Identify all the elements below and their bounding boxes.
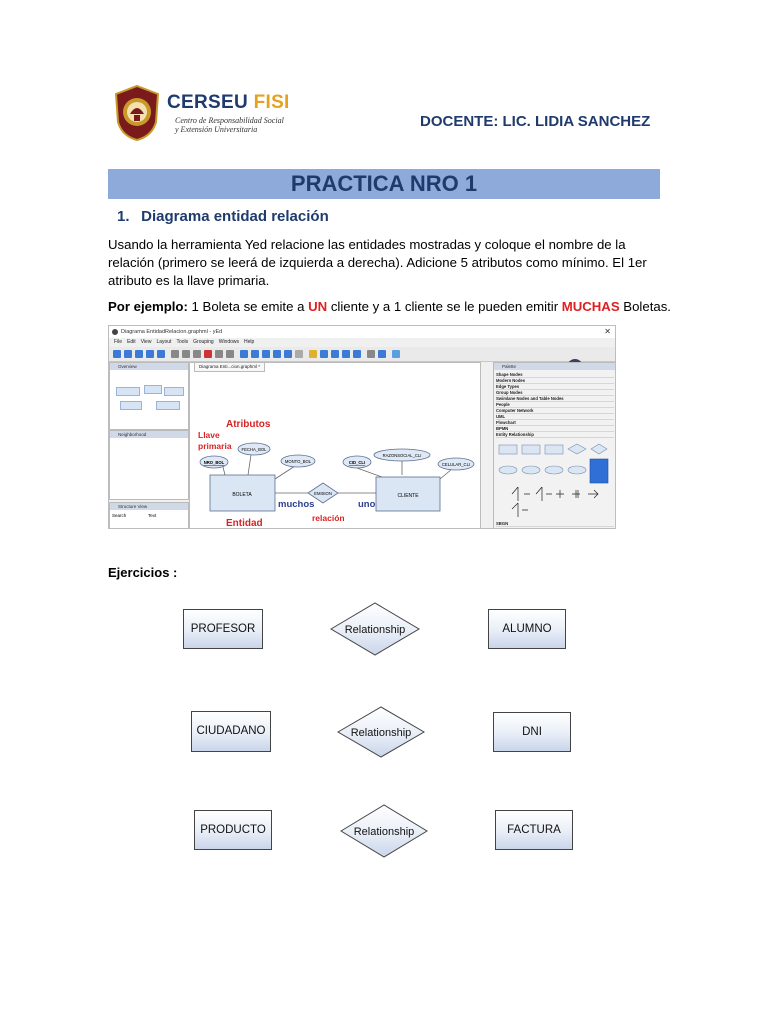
- menu-layout: Layout: [156, 339, 172, 345]
- teacher-name: DOCENTE: LIC. LIDIA SANCHEZ: [420, 113, 651, 130]
- attribute-label: MONTO_BOL: [284, 459, 312, 464]
- overview-node: [144, 385, 162, 394]
- structure-pane-title: Structure View: [110, 503, 188, 510]
- annotation-entidad: Entidad: [226, 518, 263, 529]
- palette-section: People: [496, 402, 614, 408]
- overview-pane: [109, 362, 189, 430]
- save-icon: [135, 350, 143, 358]
- yed-window-title: Diagrama EntidadRelacion.graphml - yEd: [121, 329, 223, 335]
- relationship-label: EMISION: [314, 491, 332, 496]
- new-icon: [113, 350, 121, 358]
- palette-section: BPMN: [496, 426, 614, 432]
- menu-file: File: [114, 339, 123, 345]
- connector-line: [357, 468, 382, 477]
- relationship-label-3: Relationship: [353, 826, 415, 838]
- overview-node: [164, 387, 184, 396]
- palette-section: Entity Relationship: [496, 432, 614, 438]
- relationship-label-2: Relationship: [350, 727, 412, 739]
- save-as-icon: [146, 350, 154, 358]
- yed-titlebar: [109, 326, 615, 338]
- entity-dni: DNI: [493, 712, 571, 752]
- yed-menubar: [109, 338, 615, 347]
- zoom-in-icon: [240, 350, 248, 358]
- neighborhood-pane: [109, 430, 189, 500]
- logo-subtitle-line-2: y Extensión Universitaria: [175, 125, 258, 134]
- structure-col-text: Text: [148, 513, 157, 518]
- structure-view-pane: [109, 502, 189, 529]
- example-text-2: cliente y a 1 cliente se le pueden emitir: [327, 299, 562, 314]
- yed-screenshot: [108, 325, 616, 529]
- document-tab: Diagrama Enti...cion.graphml *: [194, 363, 265, 372]
- example-text-1: 1 Boleta se emite a: [187, 299, 309, 314]
- entity-relationship-shapes: [494, 439, 616, 523]
- attribute-label: RAZONSOCIAL_CLI: [382, 453, 422, 458]
- zoom-fit-icon: [262, 350, 270, 358]
- annotation-relacion: relación: [312, 513, 345, 523]
- connector-line: [223, 467, 225, 475]
- copy-icon: [182, 350, 190, 358]
- connector-line: [248, 455, 251, 475]
- university-seal-logo: [112, 84, 162, 142]
- print-icon: [157, 350, 165, 358]
- zoom-selection-icon: [273, 350, 281, 358]
- logo-subtitle-line-1: Centro de Responsabilidad Social: [175, 116, 284, 125]
- connector-line: [275, 466, 295, 479]
- entity-profesor: PROFESOR: [183, 609, 263, 649]
- overview-node: [116, 387, 140, 396]
- entity-ciudadano: CIUDADANO: [191, 711, 271, 752]
- open-icon: [124, 350, 132, 358]
- palette-section: SBGN: [496, 521, 614, 527]
- yed-toolbar: [109, 347, 615, 362]
- ungroup-icon: [331, 350, 339, 358]
- palette-section: Modern Nodes: [496, 378, 614, 384]
- align-icon: [342, 350, 350, 358]
- overview-pane-title: Overview: [110, 363, 188, 370]
- menu-tools: Tools: [176, 339, 189, 345]
- relationship-diamond-3: [339, 803, 429, 859]
- attribute-label: FECHA_BOL: [241, 447, 267, 452]
- zoom-out-icon: [251, 350, 259, 358]
- relationship-diamond-1: [329, 601, 421, 657]
- attribute-label: CELULAR_CLI: [441, 462, 471, 467]
- emphasis-un: UN: [308, 299, 328, 314]
- palette-section: UML: [496, 414, 614, 420]
- menu-edit: Edit: [127, 339, 136, 345]
- entity-cliente-label: CLIENTE: [397, 493, 419, 499]
- cut-icon: [171, 350, 179, 358]
- paste-icon: [193, 350, 201, 358]
- logo-title: CERSEU FISI: [167, 92, 290, 113]
- diagram-canvas: [189, 362, 481, 529]
- example-text-3: Boletas.: [619, 299, 671, 314]
- properties-icon: [378, 350, 386, 358]
- attribute-label: NRO_BOL: [203, 460, 225, 465]
- palette-panel: [493, 362, 616, 529]
- connector-line: [440, 469, 452, 479]
- delete-icon: [204, 350, 212, 358]
- er-example-svg: [190, 363, 480, 529]
- grid-icon: [295, 350, 303, 358]
- annotation-llave: Llave: [198, 430, 220, 440]
- redo-icon: [226, 350, 234, 358]
- emphasis-muchas: MUCHAS: [561, 299, 620, 314]
- palette-section: Shape Nodes: [496, 372, 614, 378]
- example-sentence: [108, 299, 671, 314]
- palette-title: Palette: [494, 363, 616, 370]
- overview-node: [120, 401, 142, 410]
- section-number: 1.: [117, 208, 130, 225]
- structure-col-search: Search: [112, 513, 127, 518]
- tools-icon: [392, 350, 400, 358]
- menu-view: View: [140, 339, 152, 345]
- entity-boleta-label: BOLETA: [232, 492, 252, 498]
- overview-node: [156, 401, 180, 410]
- annotation-muchos: muchos: [278, 499, 315, 510]
- palette-section: Edge Types: [496, 384, 614, 390]
- annotation-atributos: Atributos: [226, 419, 271, 430]
- section-title: Diagrama entidad relación: [141, 208, 329, 225]
- select-icon: [309, 350, 317, 358]
- exercises-label: Ejercicios :: [108, 565, 178, 580]
- attribute-label: CID_CLI: [348, 460, 366, 465]
- close-icon: ✕: [604, 327, 611, 336]
- page-title: PRACTICA NRO 1: [290, 171, 478, 196]
- annotation-primaria: primaria: [198, 441, 232, 451]
- menu-grouping: Grouping: [193, 339, 214, 345]
- group-icon: [320, 350, 328, 358]
- instructions-paragraph: Usando la herramienta Yed relacione las entidades mostradas y coloque el nombre de la relación (primero se leerá de izquierda a derecha). Adicione 5 atributos como mínimo. El 1er atributo es la llave primaria.: [108, 237, 647, 288]
- palette-section: Computer Network: [496, 408, 614, 414]
- palette-section: Group Nodes: [496, 390, 614, 396]
- undo-icon: [215, 350, 223, 358]
- example-lead: Por ejemplo:: [108, 299, 188, 314]
- menu-help: Help: [244, 339, 255, 345]
- entity-producto: PRODUCTO: [194, 810, 272, 850]
- sort-icon: [367, 350, 375, 358]
- palette-section: Flowchart: [496, 420, 614, 426]
- yed-app-icon: [112, 329, 118, 335]
- zoom-reset-icon: [284, 350, 292, 358]
- menu-windows: Windows: [218, 339, 240, 345]
- neighborhood-pane-title: Neighborhood: [110, 431, 188, 438]
- section-heading: [117, 208, 329, 225]
- relationship-diamond-2: [336, 705, 426, 759]
- palette-section: Swimlane Nodes and Table Nodes: [496, 396, 614, 402]
- relationship-label-1: Relationship: [344, 624, 406, 636]
- layout-icon: [353, 350, 361, 358]
- annotation-uno: uno: [358, 499, 376, 510]
- entity-factura: FACTURA: [495, 810, 573, 850]
- entity-alumno: ALUMNO: [488, 609, 566, 649]
